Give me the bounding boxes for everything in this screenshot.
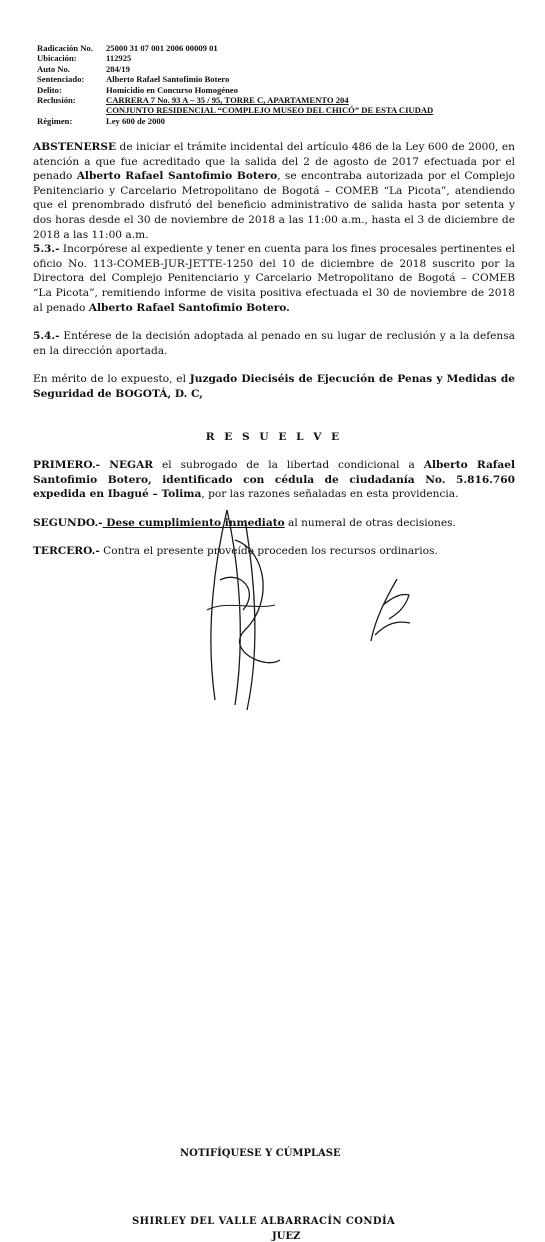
- header-value: 284/19: [106, 63, 130, 74]
- header-label: Ubicación:: [37, 53, 77, 64]
- signer-role: JUEZ: [272, 1231, 301, 1242]
- header-label: Sentenciado:: [37, 74, 85, 85]
- section-number: 5.3.-: [33, 243, 60, 256]
- header-value: CARRERA 7 No. 93 A – 35 / 95, TORRE C, APARTAMENTO 204: [106, 95, 349, 106]
- text-run: el subrogado de la libertad condicional a: [153, 459, 424, 472]
- person-name: Alberto Rafael Santofimio Botero.: [88, 301, 290, 314]
- ordinal-label: TERCERO.-: [33, 545, 100, 558]
- section-number: 5.4.-: [33, 330, 60, 343]
- ordinal-label: PRIMERO.-: [33, 459, 101, 472]
- header-value: Alberto Rafael Santofimio Botero: [106, 74, 230, 85]
- header-value: 25000 31 07 001 2006 00009 01: [106, 43, 218, 53]
- header-row-delito: [37, 85, 517, 95]
- person-name: Alberto Rafael Santofimio Botero: [76, 170, 278, 183]
- header-value: Homicidio en Concurso Homogéneo: [106, 84, 239, 95]
- verdict-term: NEGAR: [100, 459, 154, 472]
- header-row-reclusion-cont: [37, 105, 517, 115]
- text-run: de iniciar el trámite incidental del artículo 486 de la Ley 600 de 2000, en atención a que fue acreditado que la salida del 2 de agosto de 2017 efectuada por el penado: [33, 141, 515, 183]
- ordinal-label: SEGUNDO.-: [33, 516, 103, 529]
- notifiquese-line: NOTIFÍQUESE Y CÚMPLASE: [180, 1148, 341, 1159]
- paragraph-abstenerse: [33, 140, 515, 242]
- text-run: Contra el presente proveído proceden los recursos ordinarios.: [99, 545, 438, 558]
- header-label-spacer: [37, 105, 106, 115]
- header-row-regimen: [37, 116, 517, 126]
- document-header: [37, 43, 517, 126]
- text-run: , se encontraba autorizada por el Complejo Penitenciario y Carcelario Metropolitano de Bogotá – COMEB “La Picota”, atendiendo que el prenombrado disfrutó del beneficio administrativo de salida hasta por setenta y dos horas desde el 30 de noviembre de 2018 a las 11:00 a.m., hasta el 3 de diciembre de 2018 a las 11:00 a.m.: [33, 170, 516, 241]
- text-run: , por las razones señaladas en esta providencia.: [201, 488, 459, 501]
- signer-name: SHIRLEY DEL VALLE ALBARRACÍN CONDÍA: [132, 1216, 396, 1227]
- paragraph-5-4: [33, 329, 515, 358]
- text-run: Incorpórese al expediente y tener en cuenta para los fines procesales pertinentes el oficio No. 113-COMEB-JUR-JETTE-1250 del 10 de diciembre de 2018 suscrito por la Directora del Complejo Penitenciario y Carcelario Metropolitano de Bogotá – COMEB “La Picota”, remitiendo informe de visita positiva efectuada el 30 de noviembre de 2018 al penado: [33, 243, 515, 314]
- header-row-ubicacion: [37, 53, 517, 63]
- resuelve-heading: R E S U E L V E: [205, 430, 343, 443]
- header-label: Auto No.: [37, 63, 70, 74]
- bold-term: ABSTENERSE: [33, 141, 117, 153]
- header-row-auto: [37, 64, 517, 74]
- text-run: En mérito de lo expuesto, el: [33, 373, 190, 386]
- header-row-radicacion: [37, 43, 517, 53]
- handwritten-initials: [365, 575, 415, 645]
- header-row-reclusion: [37, 95, 517, 105]
- person-identification: Alberto Rafael Santofimio Botero, identificado con cédula de ciudadanía No. 5.816.760 expedida en Ibagué – Tolima: [33, 459, 515, 501]
- header-label: Régimen:: [37, 115, 73, 126]
- handwritten-signature: [185, 480, 305, 720]
- header-row-sentenciado: [37, 74, 517, 84]
- text-run: al numeral de otras decisiones.: [284, 516, 456, 529]
- order-term: Dese cumplimiento inmediato: [102, 516, 285, 529]
- header-value: CONJUNTO RESIDENCIAL “COMPLEJO MUSEO DEL CHICÓ” DE ESTA CIUDAD: [106, 105, 434, 116]
- paragraph-merito: [33, 372, 515, 401]
- header-label: Delito:: [37, 84, 62, 95]
- header-label: Radicación No.: [37, 43, 93, 53]
- header-label: Reclusión:: [37, 95, 76, 106]
- header-value: Ley 600 de 2000: [106, 115, 165, 126]
- header-value: 112925: [106, 53, 132, 64]
- paragraph-5-3: [33, 242, 515, 315]
- text-run: Entérese de la decisión adoptada al penado en su lugar de reclusión y a la defensa en la dirección aportada.: [33, 330, 515, 357]
- court-name: Juzgado Dieciséis de Ejecución de Penas y Medidas de Seguridad de BOGOTÁ, D. C,: [33, 373, 516, 400]
